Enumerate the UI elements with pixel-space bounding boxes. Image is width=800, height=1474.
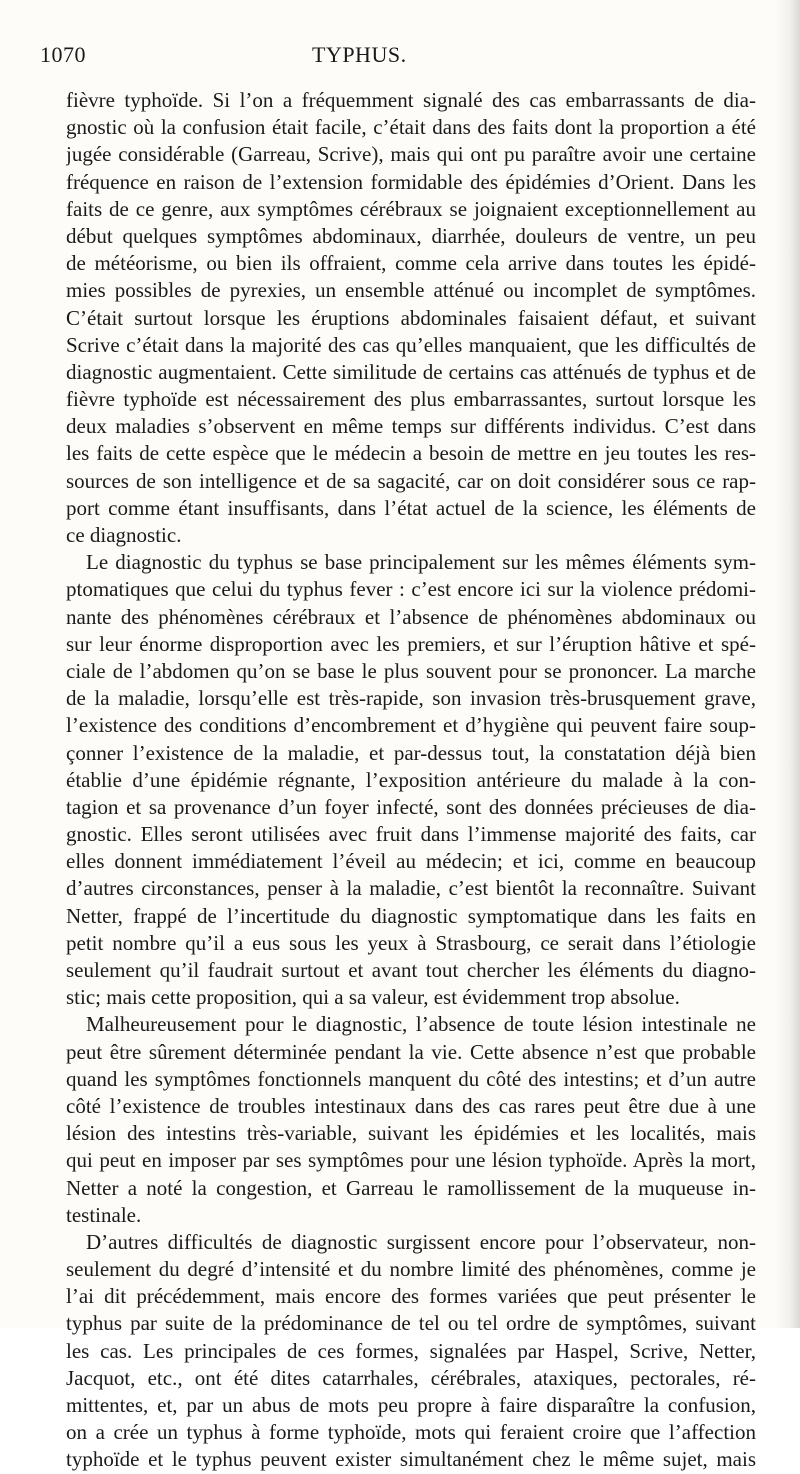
text-line: début quelques symptômes abdominaux, diarrhée, douleurs de ventre, un peu bbox=[66, 223, 756, 248]
text-line: C’était surtout lorsque les éruptions abdominales faisaient défaut, et suivant bbox=[66, 305, 756, 330]
body-text bbox=[66, 87, 756, 1474]
text-line: seulement qu’il faudrait surtout et avant tout chercher les éléments du diagno- bbox=[66, 958, 756, 982]
text-line: ptomatiques que celui du typhus fever : c’est encore ici sur la violence prédomi- bbox=[66, 577, 756, 602]
text-line: nante des phénomènes cérébraux et l’absence de phénomènes abdominaux ou bbox=[66, 604, 756, 629]
text-line: lésion des intestins très-variable, suivant les épidémies et les localités, mais bbox=[66, 1121, 756, 1146]
text-line: d’autres circonstances, penser à la maladie, c’est bientôt la reconnaître. Suivant bbox=[66, 876, 756, 901]
text-line: diagnostic augmentaient. Cette similitude de certains cas atténués de typhus et de bbox=[66, 359, 756, 384]
text-line: seulement du degré d’intensité et du nombre limité des phénomènes, comme je bbox=[66, 1257, 756, 1282]
running-title: TYPHUS. bbox=[312, 42, 407, 67]
text-line: sur leur énorme disproportion avec les premiers, et sur l’éruption hâtive et spé- bbox=[66, 631, 756, 656]
text-line: petit nombre qu’il a eus sous les yeux à Strasbourg, ce serait dans l’étiologie bbox=[66, 930, 756, 955]
text-line: fièvre typhoïde est nécessairement des plus embarrassantes, surtout lorsque les bbox=[66, 387, 756, 412]
text-line: de météorisme, ou bien ils offraient, comme cela arrive dans toutes les épidé- bbox=[66, 251, 756, 276]
text-line: l’existence des conditions d’encombrement et d’hygiène qui peuvent faire soup- bbox=[66, 713, 756, 738]
page-edge-shadow bbox=[774, 0, 800, 1328]
text-line: gnostic où la confusion était facile, c’était dans des faits dont la proportion a été bbox=[66, 115, 756, 140]
text-line: typhoïde et le typhus peuvent exister simultanément chez le même sujet, mais bbox=[66, 1447, 756, 1472]
text-line: çonner l’existence de la maladie, et par-dessus tout, la constatation déjà bien bbox=[66, 740, 756, 765]
running-head bbox=[36, 42, 756, 76]
text-line: stic; mais cette proposition, qui a sa valeur, est évidemment trop absolue. bbox=[66, 985, 680, 1010]
text-line: typhus par suite de la prédominance de tel ou tel ordre de symptômes, suivant bbox=[66, 1311, 756, 1336]
text-line: Scrive c’était dans la majorité des cas qu’elles manquaient, que les difficultés de bbox=[66, 332, 756, 357]
text-line: côté l’existence de troubles intestinaux dans des cas rares peut être due à une bbox=[66, 1093, 756, 1118]
text-line: de la maladie, lorsqu’elle est très-rapide, son invasion très-brusquement grave, bbox=[66, 686, 756, 711]
text-line: Netter, frappé de l’incertitude du diagnostic symptomatique dans les faits en bbox=[66, 903, 756, 928]
text-line: Malheureusement pour le diagnostic, l’absence de toute lésion intestinale ne bbox=[86, 1012, 756, 1037]
text-line: qui peut en imposer par ses symptômes pour une lésion typhoïde. Après la mort, bbox=[66, 1148, 756, 1173]
text-line: fièvre typhoïde. Si l’on a fréquemment signalé des cas embarrassants de dia- bbox=[66, 88, 756, 112]
text-line: Netter a noté la congestion, et Garreau le ramollissement de la muqueuse in- bbox=[66, 1175, 756, 1200]
text-line: ciale de l’abdomen qu’on se base le plus souvent pour se prononcer. La marche bbox=[66, 658, 756, 683]
text-line: Le diagnostic du typhus se base principalement sur les mêmes éléments sym- bbox=[86, 550, 756, 575]
text-line: on a crée un typhus à forme typhoïde, mots qui feraient croire que l’affection bbox=[66, 1420, 756, 1445]
text-line: Jacquot, etc., ont été dites catarrhales, cérébrales, ataxiques, pectorales, ré- bbox=[66, 1365, 756, 1390]
text-line: fréquence en raison de l’extension formidable des épidémies d’Orient. Dans les bbox=[66, 169, 756, 194]
text-line: mies possibles de pyrexies, un ensemble atténué ou incomplet de symptômes. bbox=[66, 278, 756, 303]
text-line: l’ai dit précédemment, mais encore des formes variées que peut présenter le bbox=[66, 1284, 756, 1309]
text-line: D’autres difficultés de diagnostic surgissent encore pour l’observateur, non- bbox=[86, 1229, 756, 1254]
text-line: faits de ce genre, aux symptômes cérébraux se joignaient exceptionnellement au bbox=[66, 196, 756, 221]
text-line: ce diagnostic. bbox=[66, 523, 182, 547]
text-line: mittentes, et, par un abus de mots peu propre à faire disparaître la confusion, bbox=[66, 1393, 756, 1417]
text-line: jugée considérable (Garreau, Scrive), mais qui ont pu paraître avoir une certaine bbox=[66, 142, 756, 167]
page-number: 1070 bbox=[40, 42, 86, 67]
text-line: tagion et sa provenance d’un foyer infecté, sont des données précieuses de dia- bbox=[66, 794, 756, 819]
text-line: deux maladies s’observent en même temps sur différents individus. C’est dans bbox=[66, 414, 756, 439]
text-line: port comme étant insuffisants, dans l’état actuel de la science, les éléments de bbox=[66, 495, 756, 520]
text-line: les cas. Les principales de ces formes, signalées par Haspel, Scrive, Netter, bbox=[66, 1338, 756, 1363]
text-line: gnostic. Elles seront utilisées avec fruit dans l’immense majorité des faits, car bbox=[66, 822, 756, 847]
text-line: sources de son intelligence et de sa sagacité, car on doit considérer sous ce rap- bbox=[66, 468, 756, 493]
text-line: peut être sûrement déterminée pendant la vie. Cette absence n’est que probable bbox=[66, 1039, 756, 1064]
text-line: quand les symptômes fonctionnels manquent du côté des intestins; et d’un autre bbox=[66, 1066, 756, 1091]
text-line: elles donnent immédiatement l’éveil au médecin; et ici, comme en beaucoup bbox=[66, 849, 756, 874]
text-line: testinale. bbox=[66, 1202, 142, 1227]
text-line: établie d’une épidémie régnante, l’exposition antérieure du malade à la con- bbox=[66, 767, 756, 792]
text-line: les faits de cette espèce que le médecin a besoin de mettre en jeu toutes les res- bbox=[66, 441, 756, 466]
